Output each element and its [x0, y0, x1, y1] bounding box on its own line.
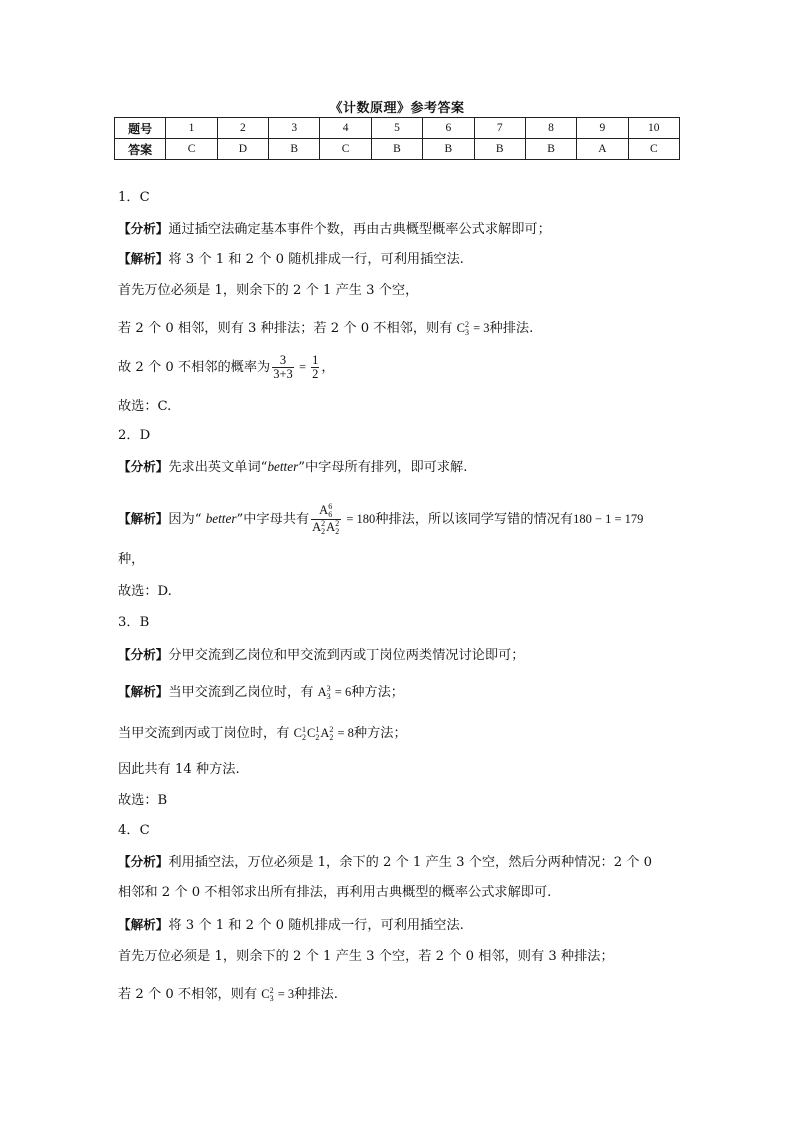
q1-frac2-den: 2: [312, 367, 319, 381]
question-number-cell: 8: [525, 118, 576, 139]
question-number-cell: 1: [166, 118, 217, 139]
answer-cell: B: [423, 139, 474, 160]
q1-line-2: 首先万位必须是 1，则余下的 2 个 1 产生 3 个空，: [118, 283, 419, 298]
q2-num-symbol: A: [319, 502, 329, 517]
q2-sol-text-c: 种排法，所以该同学写错的情况有: [375, 512, 574, 527]
question-number-cell: 3: [269, 118, 320, 139]
q2-solution-line: [118, 503, 643, 536]
q1-line-3-end: 种排法.: [489, 321, 534, 336]
q2-den-sup-1: 2: [321, 519, 326, 528]
answer-cell: B: [269, 139, 320, 160]
q4-comb-indices: [270, 987, 274, 1003]
q1-comb-sup: 2: [464, 320, 469, 330]
q4-comb-sub: 3: [269, 994, 274, 1004]
q2-den-symbol-2: A: [326, 519, 336, 534]
q4-analysis-line-2: 相邻和 2 个 0 不相邻求出所有排法，再利用古典概型的概率公式求解即可.: [118, 885, 552, 900]
q1-combination-formula: [456, 320, 490, 338]
q3-sol-text-b: 种方法；: [351, 685, 404, 700]
q3-product-result: = 8: [334, 726, 354, 740]
q3-perm-result: = 6: [331, 685, 352, 699]
q3-comb-1: C: [293, 726, 302, 740]
q2-sol-text-b: ”中字母共有: [236, 512, 310, 527]
q3-choice: 故选：B: [118, 793, 168, 808]
answer-row-label: 答案: [115, 139, 166, 160]
q2-den-symbol-1: A: [312, 519, 322, 534]
q1-solution-line: [118, 249, 464, 270]
answer-table: [114, 117, 680, 160]
q1-fraction-1: [272, 354, 294, 381]
q4-comb-symbol: C: [261, 987, 270, 1001]
q4-analysis-text: 利用插空法，万位必须是 1，余下的 2 个 1 产生 3 个空，然后分两种情况：2 个 0: [168, 855, 653, 870]
q2-sol-text-a: 因为“: [168, 512, 206, 527]
q1-fraction-2: [311, 354, 319, 381]
document-title: 《计数原理》参考答案: [329, 101, 465, 116]
answer-cell: A: [577, 139, 628, 160]
q4-line-3: [118, 984, 338, 1005]
q2-analysis-text-a: 先求出英文单词“: [168, 460, 268, 475]
q2-den-sup-2: 2: [335, 519, 340, 528]
q3-analysis-line: [118, 645, 524, 666]
q1-comb-result: = 3: [469, 321, 490, 335]
q2-line-2: 种，: [118, 552, 145, 567]
q4-line-2: 首先万位必须是 1，则余下的 2 个 1 产生 3 个空，若 2 个 0 相邻，则有 3 种排法；: [118, 949, 614, 964]
q3-line-2: [118, 723, 407, 744]
q1-analysis-text: 通过插空法确定基本事件个数，再由古典概型概率公式求解即可；: [168, 222, 551, 237]
question-number-cell: 4: [320, 118, 371, 139]
q3-perm-sub: 3: [326, 692, 331, 702]
question-number-cell: 10: [628, 118, 679, 139]
q1-line-4-end: ，: [321, 360, 335, 375]
solution-tag: 【解析】: [118, 251, 169, 266]
q4-combination-formula: [261, 986, 295, 1004]
q2-frac-num: [311, 503, 341, 520]
q1-frac1-den: 3+3: [273, 367, 293, 381]
q1-line-3-text: 若 2 个 0 相邻，则有 3 种排法；若 2 个 0 不相邻，则有: [118, 321, 457, 336]
solution-tag: 【解析】: [118, 917, 169, 932]
q1-comb-symbol: C: [456, 321, 465, 335]
answer-cell: D: [217, 139, 268, 160]
answer-cell: B: [371, 139, 422, 160]
answer-table-answer-row: [115, 139, 680, 160]
q4-analysis-line: [118, 852, 652, 873]
q1-frac1-num: 3: [272, 354, 294, 368]
q1-line-4: [118, 354, 335, 381]
q3-permutation: [317, 684, 352, 702]
q2-den-indices-2: [335, 520, 339, 536]
q2-heading: 2．D: [118, 428, 151, 443]
answer-cell: C: [628, 139, 679, 160]
q4-solution-line: [118, 915, 464, 936]
q3-perm-indices: [327, 685, 331, 701]
q1-equals: =: [295, 360, 310, 374]
q1-comb-indices: [465, 321, 469, 337]
q3-perm-symbol: A: [317, 685, 327, 699]
question-number-cell: 6: [423, 118, 474, 139]
q2-num-indices: [328, 503, 332, 519]
q3-sol-text-a: 当甲交流到乙岗位时，有: [168, 685, 318, 700]
q1-comb-sub: 3: [464, 328, 469, 338]
q3-solution-line: [118, 682, 404, 703]
q1-frac2-num: 1: [312, 353, 319, 367]
q4-heading: 4．C: [118, 823, 150, 838]
q3-perm-indices-2: 2 2: [329, 725, 334, 743]
q3-line-3: 因此共有 14 种方法.: [118, 762, 240, 777]
q2-den-indices-1: [321, 520, 325, 536]
q2-choice: 故选：D.: [118, 584, 172, 599]
question-number-cell: 9: [577, 118, 628, 139]
q3-heading: 3．B: [118, 615, 150, 630]
answer-table-number-row: [115, 118, 680, 139]
q2-sol-math: 180 − 1 = 179: [573, 512, 644, 526]
q4-solution-text: 将 3 个 1 和 2 个 0 随机排成一行，可利用插空法.: [168, 918, 464, 933]
q4-line-3-text: 若 2 个 0 不相邻，则有: [118, 987, 262, 1002]
q2-frac-den: [311, 520, 341, 536]
analysis-tag: 【分析】: [118, 459, 169, 474]
q1-line-4-text: 故 2 个 0 不相邻的概率为: [118, 360, 271, 375]
q1-heading: 1．C: [118, 190, 150, 205]
q3-product-formula: C 1 2 C 1 2 A 2 2 = 8: [293, 725, 354, 743]
q2-word: better: [267, 459, 299, 474]
analysis-tag: 【分析】: [118, 221, 169, 236]
q2-sol-word: better: [205, 511, 237, 526]
answer-cell: B: [525, 139, 576, 160]
number-row-label: 题号: [115, 118, 166, 139]
q3-comb-2-indices: 1 2: [315, 725, 320, 743]
q4-line-3-end: 种排法.: [294, 987, 338, 1002]
q2-den-sub-2: 2: [335, 527, 340, 536]
solution-tag: 【解析】: [118, 684, 169, 699]
q3-line-2-text: 当甲交流到丙或丁岗位时，有: [118, 726, 294, 741]
question-number-cell: 2: [217, 118, 268, 139]
answer-cell: B: [474, 139, 525, 160]
analysis-tag: 【分析】: [118, 647, 169, 662]
q1-line-3: [118, 318, 533, 339]
q4-comb-result: = 3: [274, 987, 295, 1001]
solution-tag: 【解析】: [118, 511, 169, 526]
analysis-tag: 【分析】: [118, 854, 169, 869]
q1-solution-text: 将 3 个 1 和 2 个 0 随机排成一行，可利用插空法.: [168, 252, 464, 267]
q3-perm-sup: 3: [326, 684, 331, 694]
question-number-cell: 7: [474, 118, 525, 139]
q2-equals-180: = 180: [343, 512, 376, 526]
q3-analysis-text: 分甲交流到乙岗位和甲交流到丙或丁岗位两类情况讨论即可；: [168, 648, 525, 663]
q1-analysis-line: [118, 219, 551, 240]
q3-line-2-end: 种方法；: [353, 726, 407, 741]
q2-den-sub-1: 2: [321, 527, 326, 536]
q2-analysis-line: [118, 457, 467, 478]
q4-comb-sup: 2: [269, 986, 274, 996]
q2-num-sub: 6: [328, 510, 333, 519]
answer-cell: C: [320, 139, 371, 160]
answer-cell: C: [166, 139, 217, 160]
q2-num-sup: 6: [328, 502, 333, 511]
q2-permutation-fraction: [311, 503, 341, 536]
question-number-cell: 5: [371, 118, 422, 139]
q1-choice: 故选：C.: [118, 399, 172, 414]
q3-comb-1-indices: 1 2: [301, 725, 306, 743]
q2-analysis-text-b: ”中字母所有排列，即可求解.: [298, 460, 468, 475]
